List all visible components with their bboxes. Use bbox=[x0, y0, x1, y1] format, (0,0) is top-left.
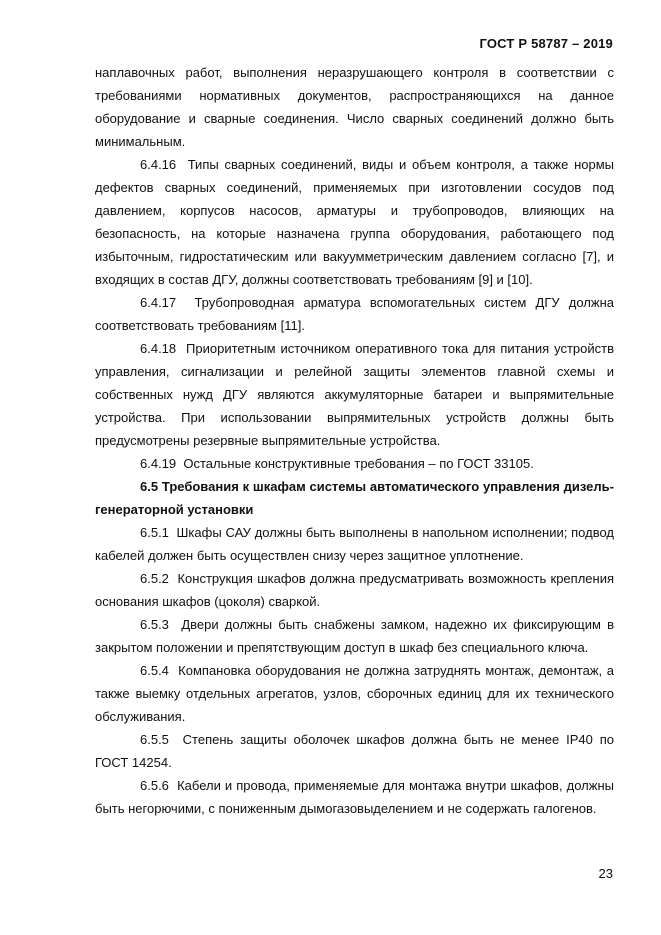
clause-number: 6.5 bbox=[140, 479, 159, 494]
clause-number: 6.5.5 bbox=[140, 732, 169, 747]
clause-number: 6.4.17 bbox=[140, 295, 177, 310]
document-body bbox=[95, 61, 614, 820]
paragraph-text: Степень защиты оболочек шкафов должна быть не менее IP40 по ГОСТ 14254. bbox=[95, 732, 614, 770]
paragraph-6-5-3 bbox=[95, 613, 614, 659]
paragraph-continuation bbox=[95, 61, 614, 153]
paragraph-6-5-2 bbox=[95, 567, 614, 613]
clause-number: 6.5.2 bbox=[140, 571, 169, 586]
clause-number: 6.4.16 bbox=[140, 157, 177, 172]
clause-number: 6.4.19 bbox=[140, 456, 177, 471]
paragraph-text: Приоритетным источником оперативного тока для питания устройств управления, сигнализации и релейной защиты элементов главной схемы и собственных нужд ДГУ являются аккумуляторные батареи и выпрямительные устройства. При использовании выпрямительных устройств должны быть предусмотрены резервные выпрямительные устройства. bbox=[95, 341, 614, 448]
clause-number: 6.5.4 bbox=[140, 663, 169, 678]
paragraph-text: Двери должны быть снабжены замком, надежно их фиксирующим в закрытом положении и препятствующим доступ в шкаф без специального ключа. bbox=[95, 617, 614, 655]
paragraph-text: Компановка оборудования не должна затруднять монтаж, демонтаж, а также выемку отдельных агрегатов, узлов, сборочных единиц для их технического обслуживания. bbox=[95, 663, 614, 724]
paragraph-6-5-4 bbox=[95, 659, 614, 728]
paragraph-6-4-18 bbox=[95, 337, 614, 452]
paragraph-6-5-5 bbox=[95, 728, 614, 774]
section-heading-6-5 bbox=[95, 475, 614, 521]
paragraph-text: Конструкция шкафов должна предусматривать возможность крепления основания шкафов (цоколя) сваркой. bbox=[95, 571, 614, 609]
clause-number: 6.5.6 bbox=[140, 778, 169, 793]
clause-number: 6.5.1 bbox=[140, 525, 169, 540]
paragraph-6-4-19 bbox=[95, 452, 614, 475]
page-number: 23 bbox=[598, 866, 613, 881]
paragraph-6-4-17 bbox=[95, 291, 614, 337]
paragraph-text: Шкафы САУ должны быть выполнены в напольном исполнении; подвод кабелей должен быть осуществлен снизу через защитное уплотнение. bbox=[95, 525, 614, 563]
paragraph-text: Типы сварных соединений, виды и объем контроля, а также нормы дефектов сварных соединений, применяемых при изготовлении сосудов под давлением, корпусов насосов, арматуры и трубопроводов, влияющих на безопасность, на которые назначена группа оборудования, работающего под избыточным, гидростатическим или вакуумметрическим давлением согласно [7], и входящих в состав ДГУ, должны соответствовать требованиям [9] и [10]. bbox=[95, 157, 614, 287]
paragraph-text: Кабели и провода, применяемые для монтажа внутри шкафов, должны быть негорючими, с пониженным дымогазовыделением и не содержать галогенов. bbox=[95, 778, 614, 816]
paragraph-text: Трубопроводная арматура вспомогательных систем ДГУ должна соответствовать требованиям [11]. bbox=[95, 295, 614, 333]
document-id-header: ГОСТ Р 58787 – 2019 bbox=[479, 36, 613, 51]
paragraph-text: Остальные конструктивные требования – по ГОСТ 33105. bbox=[183, 456, 534, 471]
paragraph-6-5-6 bbox=[95, 774, 614, 820]
paragraph-6-5-1 bbox=[95, 521, 614, 567]
section-heading-text: Требования к шкафам системы автоматического управления дизель-генераторной установки bbox=[95, 479, 614, 517]
paragraph-text: наплавочных работ, выполнения неразрушающего контроля в соответствии с требованиями нормативных документов, распространяющихся на данное оборудование и сварные соединения. Число сварных соединений должно быть минимальным. bbox=[95, 65, 614, 149]
paragraph-6-4-16 bbox=[95, 153, 614, 291]
clause-number: 6.4.18 bbox=[140, 341, 177, 356]
clause-number: 6.5.3 bbox=[140, 617, 169, 632]
